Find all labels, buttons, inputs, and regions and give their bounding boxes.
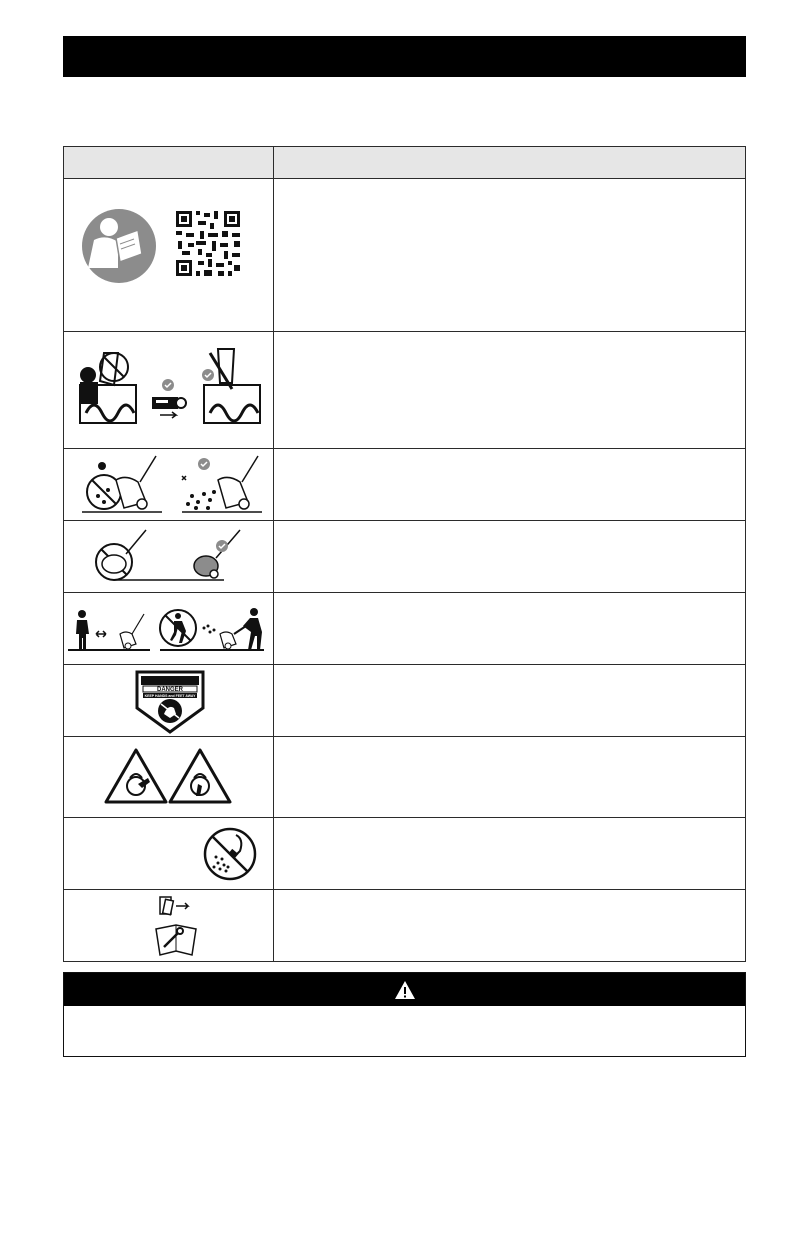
warning-triangle-icon — [394, 980, 416, 1000]
description-cell — [274, 521, 746, 593]
symbol-cell — [64, 818, 274, 890]
table-row — [64, 449, 746, 521]
table-row — [64, 890, 746, 962]
slope-operation-icon — [64, 522, 274, 592]
bystanders-keep-away-icon — [64, 594, 274, 664]
symbol-cell — [64, 521, 274, 593]
symbol-cell — [64, 593, 274, 665]
safety-symbols-table — [63, 146, 746, 962]
description-cell — [274, 737, 746, 818]
table-header-row — [64, 147, 746, 179]
table-row — [64, 737, 746, 818]
warning-text — [64, 1006, 745, 1026]
header-symbol — [64, 147, 274, 179]
description-cell — [274, 449, 746, 521]
symbol-cell — [64, 890, 274, 962]
warning-header — [64, 973, 745, 1006]
table-row — [64, 818, 746, 890]
decal-heading: DANGER — [156, 686, 184, 693]
description-cell — [274, 665, 746, 737]
description-cell — [274, 593, 746, 665]
read-manual-and-qr-code-icon — [64, 180, 274, 330]
symbol-cell — [64, 179, 274, 332]
clear-chute-with-tool-icon — [64, 333, 274, 447]
description-cell — [274, 179, 746, 332]
table-row — [64, 179, 746, 332]
danger-decal-icon — [64, 666, 274, 736]
symbol-cell — [64, 449, 274, 521]
thrown-objects-icon — [64, 450, 274, 520]
service-manual-icon — [64, 891, 274, 961]
symbol-cell — [64, 737, 274, 818]
header-description — [274, 147, 746, 179]
description-cell — [274, 818, 746, 890]
table-row — [64, 593, 746, 665]
warning-box — [63, 972, 746, 1057]
description-cell — [274, 890, 746, 962]
page-title-bar — [63, 36, 746, 77]
decal-subtext: KEEP HANDS and FEET AWAY — [144, 693, 196, 698]
rotating-auger-warning-icon — [64, 738, 274, 816]
table-row — [64, 521, 746, 593]
symbol-cell — [64, 332, 274, 449]
no-water-spray-icon — [64, 819, 274, 889]
symbol-cell — [64, 665, 274, 737]
table-row — [64, 665, 746, 737]
table-row — [64, 332, 746, 449]
description-cell — [274, 332, 746, 449]
